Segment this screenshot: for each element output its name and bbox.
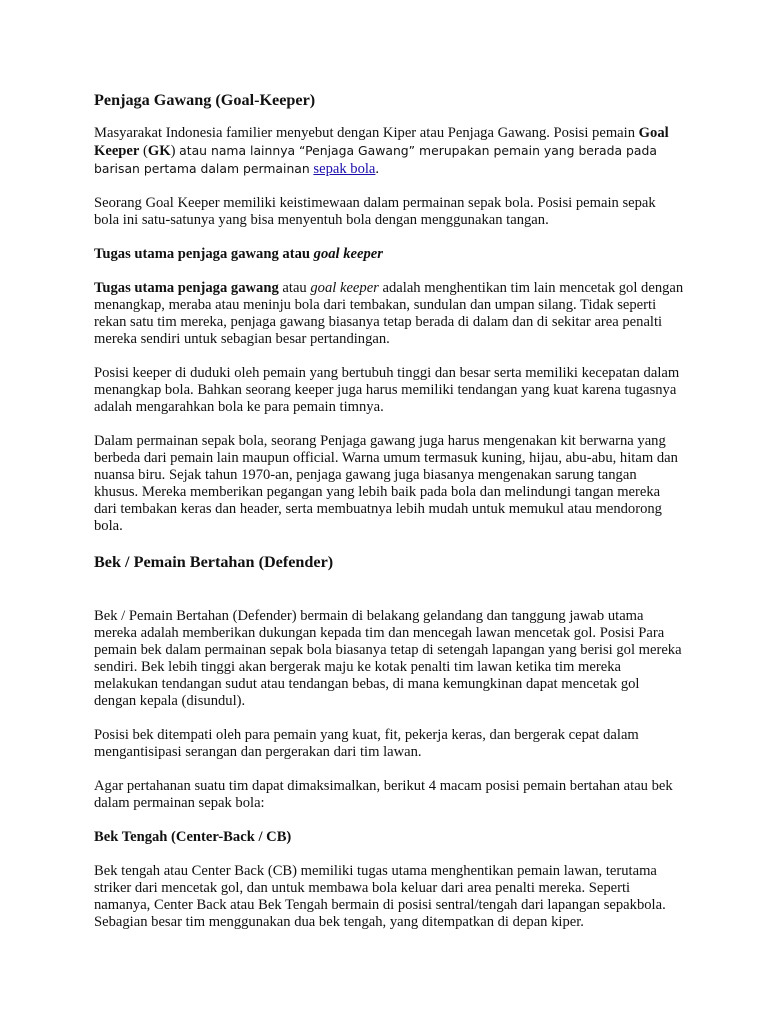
paragraph-def-qualities: Posisi bek ditempati oleh para pemain yang kuat, fit, pekerja keras, dan bergerak cepat dalam mengantisipasi serangan dan pergerakan dari tim lawan. <box>94 727 639 760</box>
bold-term-duties: Tugas utama penjaga gawang <box>94 280 279 296</box>
document-page <box>94 90 684 931</box>
subheading-gk-duties <box>94 246 684 263</box>
paragraph-gk-position: Posisi keeper di duduki oleh pemain yang bertubuh tinggi dan besar serta memiliki kecepatan dalam menangkap bola. Bahkan seorang keeper juga harus memiliki tendangan yang kuat karena tugasnya adalah mengarahkan bola ke para pemain timnya. <box>94 365 680 415</box>
subheading-center-back <box>94 829 684 846</box>
paragraph-def-intro: Bek / Pemain Bertahan (Defender) bermain di belakang gelandang dan tanggung jawab utama mereka adalah memberikan dukungan kepada tim dan mencegah lawan mencetak gol. Posisi Para pemain bek dalam permainan sepak bola biasanya tetap di setengah lapangan yang berisi gol mereka sendiri. Bek lebih tinggi akan bergerak maju ke kotak penalti tim lawan ketika tim mereka melakukan tendangan sudut atau tendangan bebas, di mana kemungkinan dapat mencetak gol dengan kepala (disundul). <box>94 608 682 709</box>
text-run: adalah menghentikan tim lain mencetak gol dengan menangkap, meraba atau meninju bola dari tembakan, sundulan dan umpan silang. Tidak seperti rekan satu tim mereka, penjaga gawang biasanya tetap berada di dalam dan di sekitar area penalti mereka sendiri untuk sebagian besar pertandingan. <box>94 280 684 347</box>
paragraph-def-positions: Agar pertahanan suatu tim dapat dimaksimalkan, berikut 4 macam posisi pemain bertahan atau bek dalam permainan sepak bola: <box>94 778 673 811</box>
paragraph-gk-special: Seorang Goal Keeper memiliki keistimewaan dalam permainan sepak bola. Posisi pemain sepak bola ini satu-satunya yang bisa menyentuh bola dengan menggunakan tangan. <box>94 195 656 228</box>
italic-term-goal-keeper: goal keeper <box>310 280 379 296</box>
text-run: . <box>375 161 380 177</box>
paragraph-center-back: Bek tengah atau Center Back (CB) memiliki tugas utama menghentikan pemain lawan, terutama striker dari mencetak gol, dan untuk membawa bola keluar dari area penalti mereka. Seperti namanya, Center Back atau Bek Tengah bermain di posisi sentral/tengah dari lapangan sepakbola. Sebagian besar tim menggunakan dua bek tengah, yang ditempatkan di depan kiper. <box>94 863 666 930</box>
text-run-sans: atau nama lainnya “Penjaga Gawang” merupakan pemain yang berada pada barisan pertama dalam permainan <box>94 143 657 176</box>
text-run: ( <box>139 143 148 159</box>
paragraph-gk-kit: Dalam permainan sepak bola, seorang Penjaga gawang juga harus mengenakan kit berwarna yang berbeda dari pemain lain maupun official. Warna umum termasuk kuning, hijau, abu-abu, hitam dan nuansa biru. Sejak tahun 1970-an, penjaga gawang juga biasanya mengenakan sarung tangan khusus. Mereka memberikan pegangan yang lebih baik pada bola dan melindungi tangan mereka dari tembakan keras dan header, serta membuatnya lebih mudah untuk memukul atau mendorong bola. <box>94 433 678 534</box>
subheading-bold: Tugas utama penjaga gawang atau <box>94 246 314 262</box>
section-title-goalkeeper: Penjaga Gawang (Goal-Keeper) <box>94 91 316 109</box>
paragraph-gk-intro <box>94 125 684 178</box>
text-run: atau <box>278 280 311 296</box>
subheading-bold: Bek Tengah (Center-Back / CB) <box>94 829 292 845</box>
text-run: Masyarakat Indonesia familier menyebut dengan Kiper atau Penjaga Gawang. Posisi pemain <box>94 125 639 141</box>
text-run: ) <box>170 143 180 159</box>
subheading-italic: goal keeper <box>313 246 383 262</box>
paragraph-gk-duties <box>94 280 684 348</box>
section-title-defender: Bek / Pemain Bertahan (Defender) <box>94 553 334 571</box>
bold-term-gk: GK <box>147 143 171 159</box>
sepak-bola-link[interactable]: sepak bola <box>313 161 376 177</box>
bold-term-goal-keeper: Goal Keeper <box>94 125 669 159</box>
